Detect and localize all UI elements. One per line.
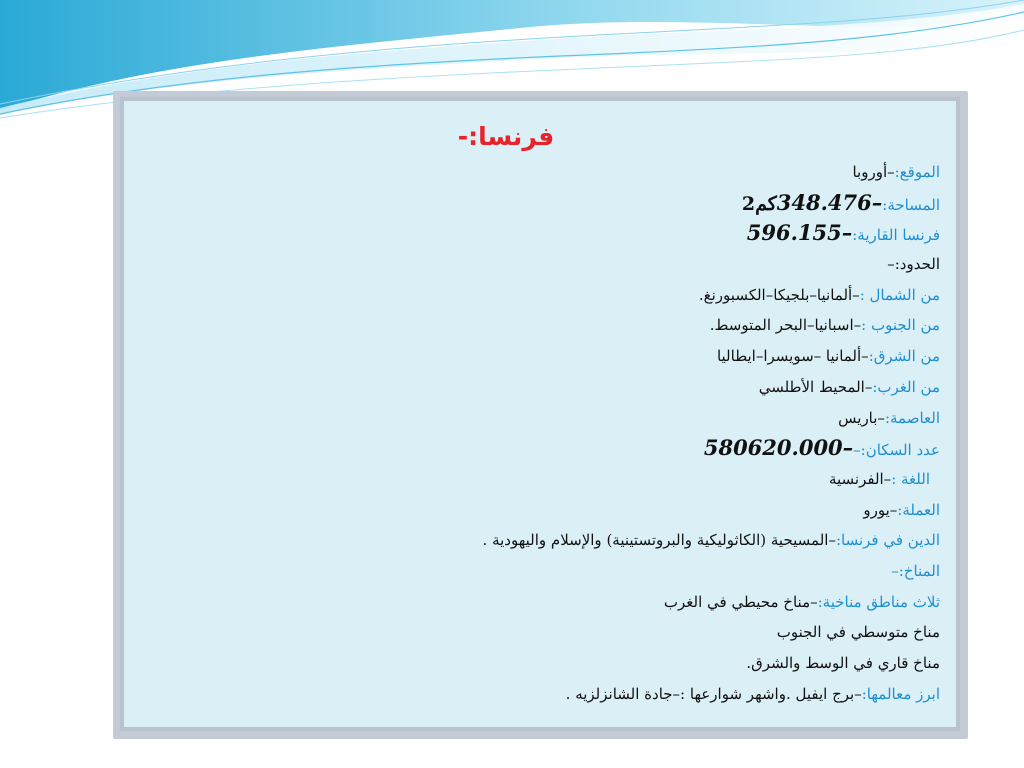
line-value: –برج ايفيل .واشهر شوارعها :–جادة الشانزلزيه . <box>565 684 862 703</box>
line-population <box>140 433 940 464</box>
line-climate-zones <box>140 587 940 618</box>
line-continental-france <box>140 218 940 249</box>
line-value: مناخ قاري في الوسط والشرق. <box>746 654 940 672</box>
line-label: من الجنوب : <box>861 316 940 335</box>
line-climate <box>140 556 940 587</box>
line-location <box>140 157 940 188</box>
line-label: من الغرب: <box>872 377 940 396</box>
line-label: ثلاث مناطق مناخية: <box>817 592 940 611</box>
line-label: فرنسا القارية: <box>852 226 940 245</box>
line-label: اللغة : <box>891 469 930 488</box>
line-east <box>140 341 940 372</box>
line-label: من الشرق: <box>868 347 940 366</box>
line-landmarks <box>140 679 940 710</box>
line-currency <box>140 495 940 526</box>
line-value: –اسبانيا–البحر المتوسط. <box>709 316 862 335</box>
line-capital <box>140 403 940 434</box>
line-label: الحدود: <box>894 255 940 274</box>
content-card <box>120 97 960 731</box>
line-religion <box>140 525 940 556</box>
line-value: –مناخ محيطي في الغرب <box>663 592 818 611</box>
line-value: –باريس <box>838 408 885 427</box>
line-north <box>140 280 940 311</box>
line-value: –أوروبا <box>852 163 895 181</box>
line-value: –596.155 <box>746 220 853 246</box>
line-value: – <box>887 255 895 274</box>
line-label: العاصمة: <box>884 408 940 427</box>
line-climate-south <box>140 617 940 648</box>
line-value: –الفرنسية <box>828 469 892 488</box>
line-label: الموقع: <box>894 163 940 181</box>
content-area <box>140 121 940 709</box>
line-value: –ألمانيا –سويسرا–ايطاليا <box>716 347 869 366</box>
line-label: الدين في فرنسا: <box>835 531 940 550</box>
line-value: –يورو <box>863 500 898 519</box>
slide-title: فرنسا:- <box>457 122 555 151</box>
line-label: العملة: <box>897 500 940 519</box>
line-unit: كم2 <box>741 192 777 215</box>
line-label: ابرز معالمها: <box>861 684 940 703</box>
line-west <box>140 372 940 403</box>
line-value: –المحيط الأطلسي <box>758 377 873 396</box>
line-value: –ألمانيا–بلجيكا–الكسبورنغ. <box>698 285 860 304</box>
line-value: مناخ متوسطي في الجنوب <box>776 623 940 642</box>
line-label: من الشمال : <box>859 285 940 304</box>
line-value: –المسيحية (الكاثوليكية والبروتستينية) والإسلام واليهودية . <box>482 531 836 550</box>
line-area <box>140 188 940 219</box>
line-value: –348.476 <box>776 189 883 215</box>
line-south <box>140 310 940 341</box>
line-language <box>140 464 940 495</box>
line-climate-center-east <box>140 648 940 679</box>
line-value: – <box>891 561 899 580</box>
line-label: المساحة: <box>882 195 940 214</box>
line-label: عدد السكان:– <box>853 441 940 460</box>
line-value: –580620.000 <box>703 435 854 461</box>
line-label: المناخ: <box>898 561 940 580</box>
line-borders <box>140 249 940 280</box>
